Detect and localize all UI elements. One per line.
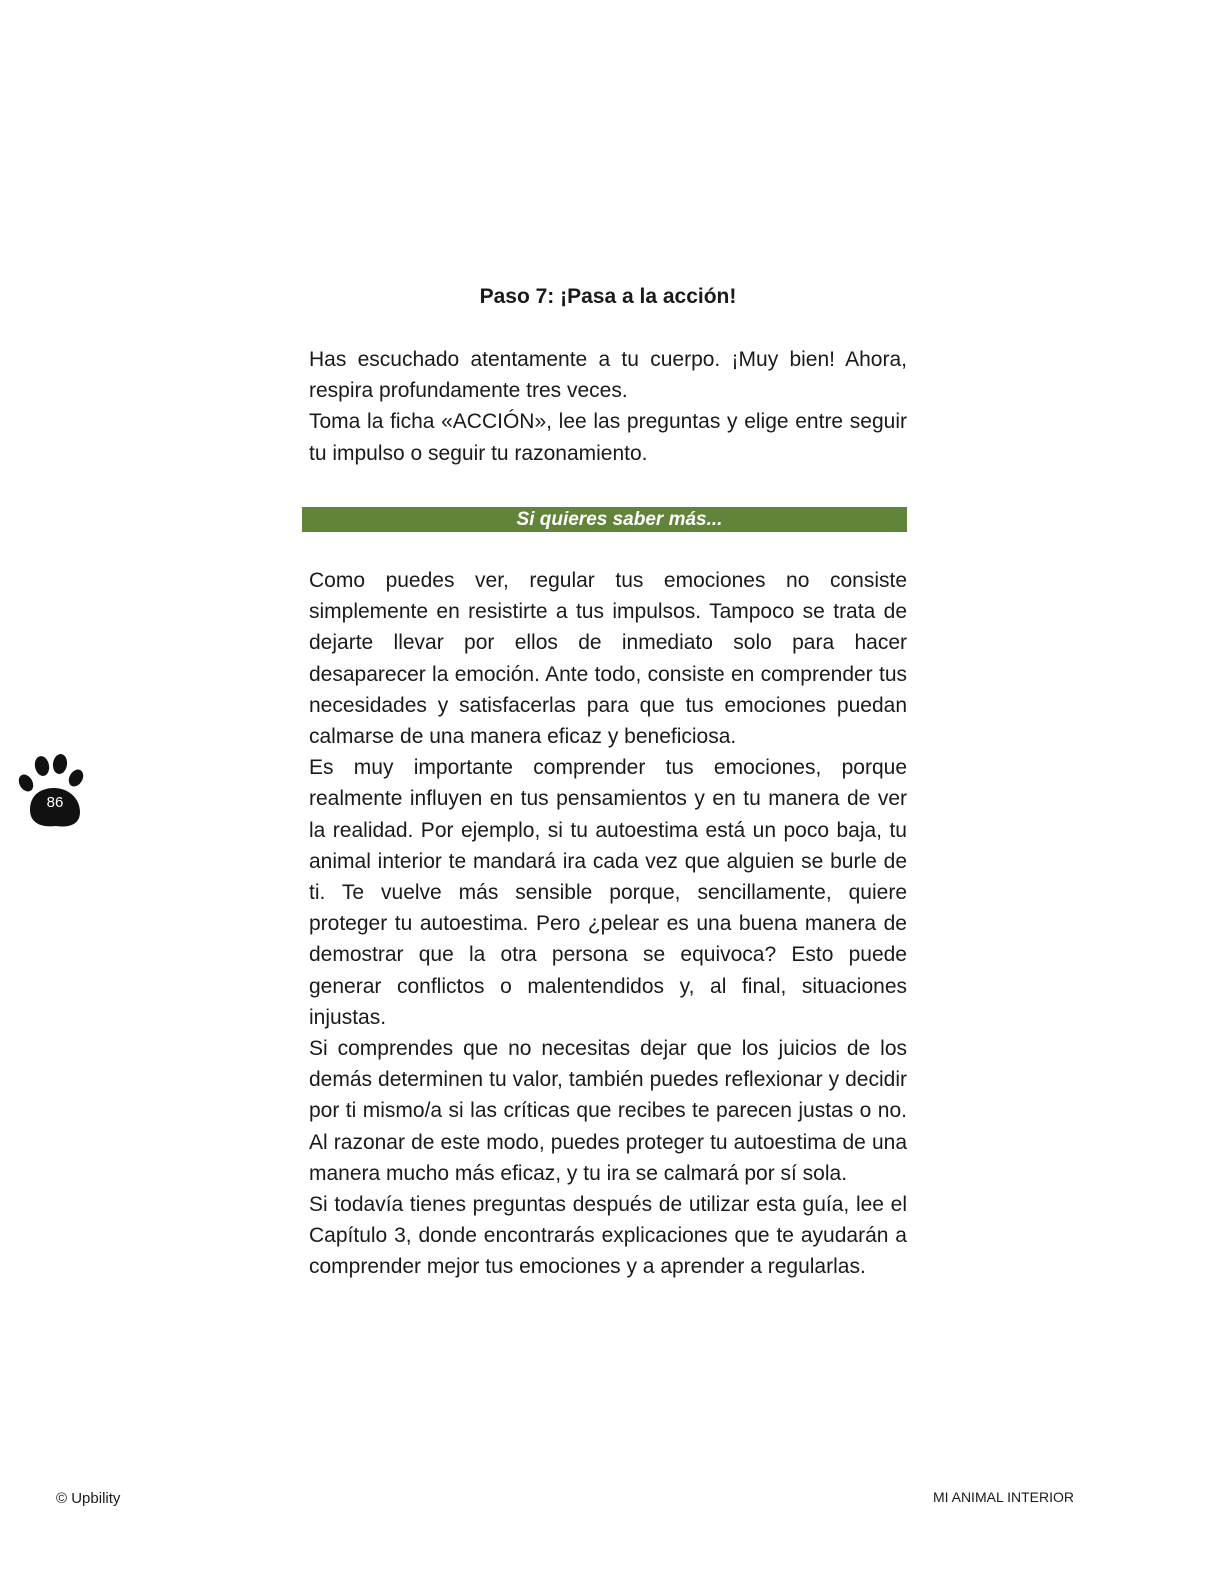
body-text [309,565,907,1283]
body-paragraph-2: Es muy importante comprender tus emociones, porque realmente influyen en tus pensamientos y en tu manera de ver la realidad. Por ejemplo, si tu autoestima está un poco baja, tu animal interior te mandará ira cada vez que alguien se burle de ti. Te vuelve más sensible porque, sencillamente, quiere proteger tu autoestima. Pero ¿pelear es una buena manera de demostrar que la otra persona se equivoca? Esto puede generar conflictos o malentendidos y, al final, situaciones injustas. [309,756,907,1029]
footer-copyright: © Upbility [56,1490,121,1507]
body-paragraph-3: Si comprendes que no necesitas dejar que los juicios de los demás determinen tu valor, también puedes reflexionar y decidir por ti mismo/a si las críticas que recibes te parecen justas o no. Al razonar de este modo, puedes proteger tu autoestima de una manera mucho más eficaz, y tu ira se calmará por sí sola. [309,1037,907,1185]
intro-text [309,344,907,469]
body-paragraph-4: Si todavía tienes preguntas después de utilizar esta guía, lee el Capítulo 3, donde encontrarás explicaciones que te ayudarán a comprender mejor tus emociones y a aprender a regularlas. [309,1193,907,1279]
intro-paragraph-1: Has escuchado atentamente a tu cuerpo. ¡Muy bien! Ahora, respira profundamente tres veces. [309,348,907,403]
page-number: 86 [46,794,64,811]
footer-book-title: MI ANIMAL INTERIOR [932,1489,1074,1505]
body-paragraph-1: Como puedes ver, regular tus emociones no consiste simplemente en resistirte a tus impulsos. Tampoco se trata de dejarte llevar por ellos de inmediato solo para hacer desaparecer la emoción. Ante todo, consiste en comprender tus necesidades y satisfacerlas para que tus emociones puedan calmarse de una manera eficaz y beneficiosa. [309,569,907,749]
section-banner: Si quieres saber más... [302,507,907,532]
intro-paragraph-2: Toma la ficha «ACCIÓN», lee las preguntas y elige entre seguir tu impulso o seguir tu razonamiento. [309,410,907,465]
page-title: Paso 7: ¡Pasa a la acción! [479,285,737,308]
paw-print-icon [16,750,88,830]
